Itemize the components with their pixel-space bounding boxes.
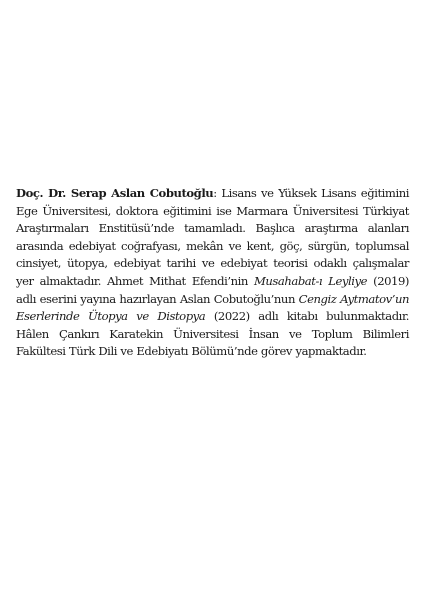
bio-text-end: (2022) adlı kitabı bulunmaktadır. Hâlen Çankırı Karatekin Üniversitesi İnsan ve Toplum Bilimleri Fakültesi Türk Dili ve Edebiyatı Bölümü’nde görev yapmaktadır. [16,309,409,359]
bio-text-intro: : Lisans ve Yüksek Lisans eğitimini Ege Üniversitesi, doktora eğitimini ise Marmara Üniversitesi Türkiyat Araştırmaları Enstitüsü’nde tamamladı. Başlıca araştırma alanları arasında edebiyat coğrafyası, mekân ve kent, göç, sürgün, toplumsal cinsiyet, ütopya, edebiyat tarihi ve edebiyat teorisi odaklı çalışmalar yer almaktadır. Ahmet Mithat Efendi’nin [16,186,409,288]
book-title-cengiz-aytmatov: Cengiz Aytmatov’un Eserlerinde Ütopya ve Distopya [16,291,409,324]
author-name: Doç. Dr. Serap Aslan Cobutoğlu [16,186,214,200]
book-title-musahabat: Musahabat-ı Leyliye [253,273,368,288]
bio-text-middle: (2019) adlı eserini yayına hazırlayan Aslan Cobutoğlu’nun [16,273,409,306]
author-bio-paragraph [16,185,409,361]
